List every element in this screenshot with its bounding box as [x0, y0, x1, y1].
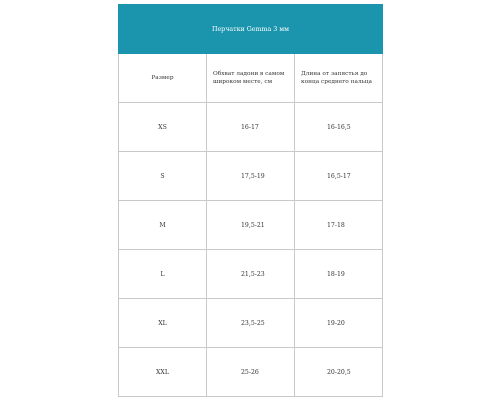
- table-header-row: [119, 54, 383, 103]
- palm-girth-cell: 23,5-25: [207, 299, 295, 348]
- size-cell: L: [119, 250, 207, 299]
- size-cell: M: [119, 201, 207, 250]
- table-row: [119, 103, 383, 152]
- palm-girth-cell: 25-26: [207, 348, 295, 397]
- table-row: [119, 201, 383, 250]
- table-row: [119, 152, 383, 201]
- size-cell: XL: [119, 299, 207, 348]
- table-row: [119, 348, 383, 397]
- column-header-size: Размер: [119, 54, 207, 103]
- finger-length-cell: 17-18: [295, 201, 383, 250]
- size-cell: S: [119, 152, 207, 201]
- finger-length-cell: 19-20: [295, 299, 383, 348]
- finger-length-cell: 18-19: [295, 250, 383, 299]
- palm-girth-cell: 17,5-19: [207, 152, 295, 201]
- finger-length-cell: 16-16,5: [295, 103, 383, 152]
- glove-size-table: [118, 4, 383, 397]
- table-row: [119, 250, 383, 299]
- finger-length-cell: 16,5-17: [295, 152, 383, 201]
- palm-girth-cell: 21,5-23: [207, 250, 295, 299]
- column-header-finger-length: Длина от запястья до конца среднего пальца: [295, 54, 383, 103]
- size-cell: XXL: [119, 348, 207, 397]
- palm-girth-cell: 19,5-21: [207, 201, 295, 250]
- table-row: [119, 299, 383, 348]
- table-title: Перчатки Gemma 3 мм: [119, 5, 383, 54]
- table-title-row: [119, 5, 383, 54]
- finger-length-cell: 20-20,5: [295, 348, 383, 397]
- column-header-palm-girth: Обхват ладони в самом широком месте, см: [207, 54, 295, 103]
- palm-girth-cell: 16-17: [207, 103, 295, 152]
- size-cell: XS: [119, 103, 207, 152]
